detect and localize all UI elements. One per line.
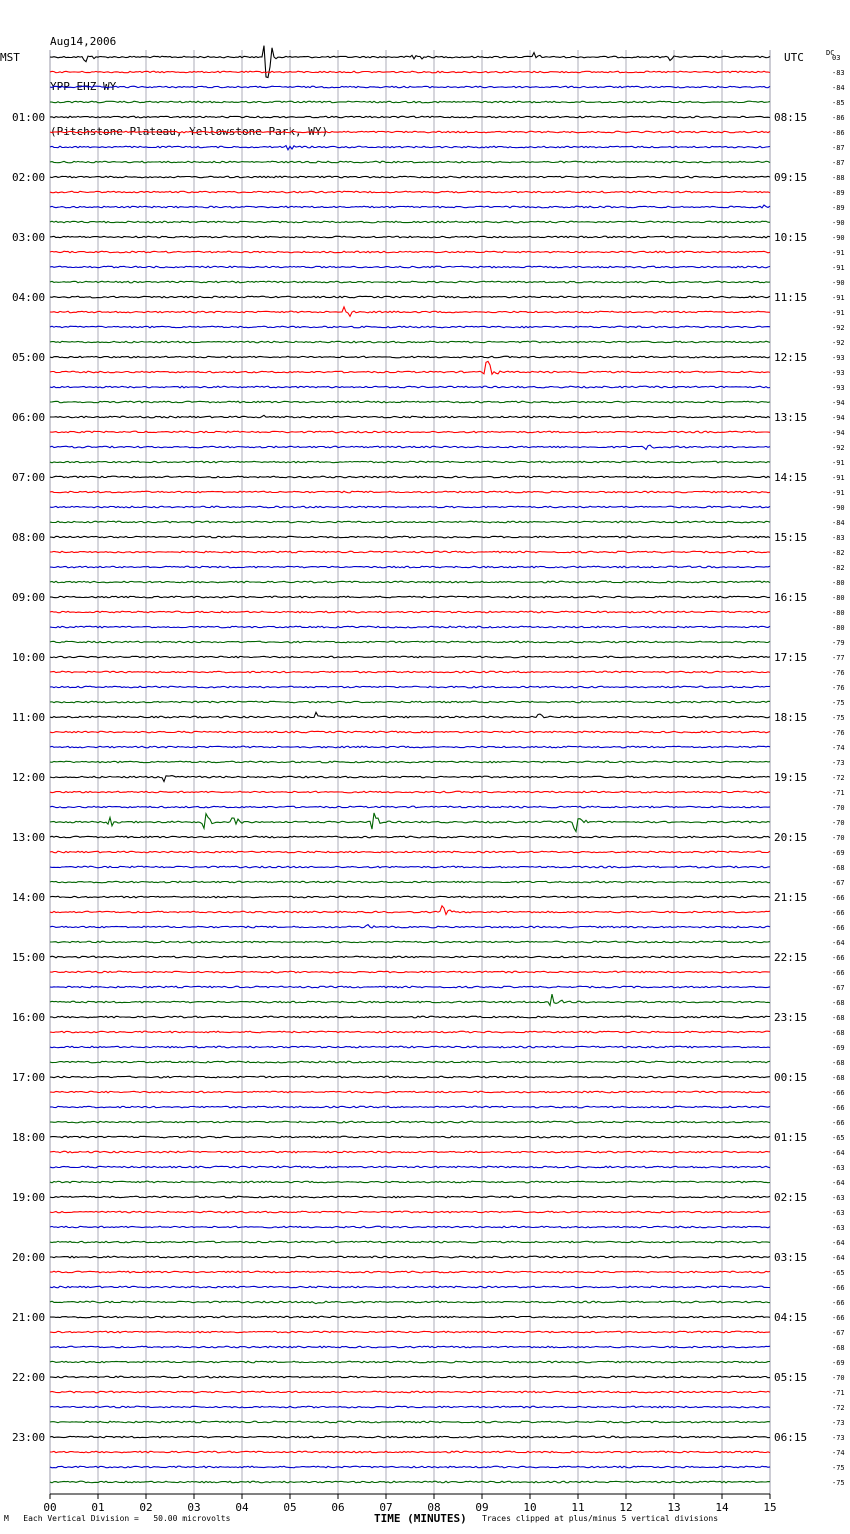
dc-offset-label: -90 [832,504,845,512]
dc-offset-label: -91 [832,489,845,497]
seismic-trace [50,806,770,808]
dc-offset-label: -66 [832,954,845,962]
x-tick-label: 01 [91,1501,105,1514]
scale-note [4,1514,230,1523]
dc-offset-label: -73 [832,759,845,767]
dc-offset-label: 03 [832,54,841,62]
dc-offset-label: -68 [832,1074,845,1082]
dc-offset-label: -87 [832,159,845,167]
dc-offset-label: -72 [832,774,845,782]
seismic-trace [50,1376,770,1378]
seismic-trace [50,101,770,103]
right-hour-label: 03:15 [774,1251,808,1264]
seismic-trace [50,641,770,643]
seismic-trace [50,1031,770,1033]
seismic-trace [50,671,770,673]
left-hour-label: 10:00 [12,651,46,664]
chart-date: Aug14,2006 [50,35,117,48]
dc-offset-label: -67 [832,1329,845,1337]
x-tick-label: 04 [235,1501,249,1514]
seismic-trace [50,521,770,523]
dc-offset-label: -75 [832,699,845,707]
dc-offset-label: -92 [832,324,845,332]
x-axis-title: TIME (MINUTES) [374,1512,467,1525]
x-tick-label: 09 [475,1501,489,1514]
right-hour-label: 22:15 [774,951,808,964]
x-tick-label: 02 [139,1501,153,1514]
seismic-trace [50,1091,770,1093]
dc-offset-label: -64 [832,1149,845,1157]
left-hour-label: 07:00 [12,471,46,484]
dc-offset-label: -86 [832,114,845,122]
dc-offset-label: -67 [832,984,845,992]
right-hour-label: 08:15 [774,111,808,124]
dc-offset-label: -86 [832,129,845,137]
seismic-trace [50,176,770,178]
dc-offset-label: -89 [832,189,845,197]
right-hour-label: 06:15 [774,1431,808,1444]
seismic-trace [50,431,770,433]
dc-offset-label: -84 [832,519,845,527]
dc-offset-label: -68 [832,1029,845,1037]
dc-offset-label: -79 [832,639,845,647]
seismic-trace [50,71,770,73]
seismic-trace [50,1301,770,1304]
dc-offset-label: -70 [832,819,845,827]
right-hour-label: 20:15 [774,831,808,844]
seismic-trace [50,1316,770,1318]
seismic-trace [50,1151,770,1153]
seismic-trace [50,611,770,613]
dc-offset-label: -71 [832,1389,845,1397]
right-hour-label: 15:15 [774,531,808,544]
seismic-trace [50,776,770,782]
right-hour-label: 13:15 [774,411,808,424]
seismic-trace [50,506,770,508]
seismic-trace [50,761,770,763]
dc-offset-label: -72 [832,1404,845,1412]
seismic-trace [50,116,770,118]
seismic-trace [50,941,770,943]
seismic-trace [50,1406,770,1408]
left-hour-label: 15:00 [12,951,46,964]
dc-offset-label: -66 [832,1299,845,1307]
left-hour-label: 17:00 [12,1071,46,1084]
seismic-trace [50,146,770,150]
right-timezone-label: UTC [784,51,804,64]
dc-offset-label: -70 [832,1374,845,1382]
dc-offset-label: -91 [832,294,845,302]
dc-offset-label: -73 [832,1434,845,1442]
right-hour-label: 17:15 [774,651,808,664]
seismic-trace [50,401,770,403]
seismic-trace [50,791,770,793]
dc-offset-label: -66 [832,894,845,902]
seismic-trace [50,281,770,283]
seismic-trace [50,1211,770,1213]
seismic-trace [50,1046,770,1048]
dc-offset-label: -64 [832,1239,845,1247]
right-hour-label: 09:15 [774,171,808,184]
dc-offset-label: -66 [832,909,845,917]
left-hour-label: 12:00 [12,771,46,784]
right-hour-label: 00:15 [774,1071,808,1084]
seismic-trace [50,1286,770,1288]
dc-offset-label: -94 [832,399,845,407]
seismic-trace [50,746,770,748]
left-timezone-label: MST [0,51,20,64]
seismic-trace [50,1451,770,1453]
seismic-trace [50,994,770,1005]
right-hour-label: 23:15 [774,1011,808,1024]
seismic-trace [50,1481,770,1483]
seismic-trace [50,445,770,449]
dc-offset-label: -74 [832,744,845,752]
x-tick-label: 00 [43,1501,57,1514]
seismic-trace [50,866,770,868]
left-hour-label: 05:00 [12,351,46,364]
left-hour-label: 01:00 [12,111,46,124]
left-hour-label: 04:00 [12,291,46,304]
dc-offset-label: -77 [832,654,845,662]
dc-offset-label: -74 [832,1449,845,1457]
seismic-trace [50,86,770,88]
dc-offset-label: -93 [832,384,845,392]
x-tick-label: 12 [619,1501,633,1514]
seismic-trace [50,626,770,628]
dc-offset-label: -80 [832,624,845,632]
dc-offset-label: -69 [832,1044,845,1052]
seismic-trace [50,1106,770,1108]
seismic-trace [50,1226,770,1228]
seismic-trace [50,307,770,316]
dc-offset-label: -69 [832,849,845,857]
dc-offset-label: -92 [832,339,845,347]
right-hour-label: 01:15 [774,1131,808,1144]
dc-offset-label: -66 [832,924,845,932]
dc-offset-label: -83 [832,534,845,542]
seismic-trace [50,1256,770,1258]
seismic-trace [50,386,770,388]
dc-offset-label: -80 [832,609,845,617]
dc-offset-label: -65 [832,1134,845,1142]
seismic-trace [50,1016,770,1018]
seismic-trace [50,1061,770,1063]
seismic-trace [50,551,770,553]
trace-group [50,46,770,1483]
x-tick-label: 15 [763,1501,777,1514]
seismic-trace [50,266,770,268]
dc-offset-label: -76 [832,729,845,737]
seismic-trace [50,161,770,163]
right-hour-label: 02:15 [774,1191,808,1204]
x-tick-label: 07 [379,1501,393,1514]
dc-offset-label: -80 [832,594,845,602]
station-code: YPP EHZ WY [50,80,117,93]
x-tick-label: 10 [523,1501,537,1514]
dc-offset-label: -68 [832,1344,845,1352]
dc-offset-label: -66 [832,969,845,977]
dc-offset-label: -93 [832,369,845,377]
dc-offset-label: -91 [832,474,845,482]
dc-offset-label: -68 [832,864,845,872]
seismic-trace [50,536,770,538]
dc-offset-label: -64 [832,1179,845,1187]
dc-offset-label: -63 [832,1209,845,1217]
dc-offset-label: -91 [832,264,845,272]
dc-offset-labels [832,54,845,1487]
seismic-trace [50,1361,770,1363]
dc-offset-label: -85 [832,99,845,107]
x-tick-label: 14 [715,1501,729,1514]
left-hour-labels [12,111,45,1444]
right-hour-label: 11:15 [774,291,808,304]
dc-offset-label: -70 [832,804,845,812]
seismic-trace [50,131,770,133]
dc-offset-label: -66 [832,1119,845,1127]
x-tick-label: 13 [667,1501,681,1514]
x-tick-label: 11 [571,1501,585,1514]
dc-offset-label: -70 [832,834,845,842]
left-hour-label: 14:00 [12,891,46,904]
seismic-trace [50,971,770,973]
dc-offset-label: -63 [832,1164,845,1172]
dc-offset-label: -94 [832,414,845,422]
station-location: (Pitchstone Plateau, Yellowstone Park, WY) [50,125,329,138]
dc-offset-label: -90 [832,279,845,287]
dc-offset-label: -75 [832,714,845,722]
x-tick-label: 05 [283,1501,297,1514]
seismic-trace [50,1421,770,1423]
seismic-trace [50,1121,770,1123]
seismic-trace [50,712,770,718]
dc-offset-label: -94 [832,429,845,437]
left-hour-label: 22:00 [12,1371,46,1384]
x-tick-label: 06 [331,1501,345,1514]
left-hour-label: 06:00 [12,411,46,424]
dc-offset-label: -63 [832,1194,845,1202]
dc-offset-label: -76 [832,684,845,692]
logo-mark: M [4,1514,9,1523]
seismic-trace [50,986,770,988]
dc-offset-label: -82 [832,549,845,557]
seismic-trace [50,1181,770,1183]
seismic-trace [50,836,770,838]
right-hour-labels [774,111,807,1444]
seismic-trace [50,906,770,915]
seismic-trace [50,956,770,958]
seismic-trace [50,251,770,253]
seismic-trace [50,813,770,832]
left-hour-label: 23:00 [12,1431,46,1444]
seismic-trace [50,361,770,374]
dc-offset-label: -91 [832,459,845,467]
left-hour-label: 18:00 [12,1131,46,1144]
dc-offset-label: -68 [832,999,845,1007]
seismic-trace [50,581,770,583]
dc-offset-label: -80 [832,579,845,587]
seismic-trace [50,1076,770,1078]
right-hour-label: 04:15 [774,1311,808,1324]
dc-offset-label: -83 [832,69,845,77]
dc-offset-label: -87 [832,144,845,152]
right-hour-label: 10:15 [774,231,808,244]
dc-offset-label: -90 [832,234,845,242]
left-hour-label: 11:00 [12,711,46,724]
seismic-trace [50,1331,770,1333]
seismic-trace [50,296,770,298]
dc-offset-label: -66 [832,1284,845,1292]
left-hour-label: 13:00 [12,831,46,844]
seismic-trace [50,701,770,703]
seismic-trace [50,1196,770,1198]
dc-offset-label: -91 [832,249,845,257]
left-hour-label: 03:00 [12,231,46,244]
dc-offset-label: -82 [832,564,845,572]
seismic-trace [50,731,770,733]
seismic-trace [50,1436,770,1438]
dc-offset-label: -91 [832,309,845,317]
seismic-trace [50,191,770,193]
seismic-trace [50,881,770,883]
seismic-trace [50,1166,770,1168]
right-hour-label: 21:15 [774,891,808,904]
right-hour-label: 18:15 [774,711,808,724]
dc-offset-label: -68 [832,1059,845,1067]
seismic-trace [50,1271,770,1273]
x-tick-label: 08 [427,1501,441,1514]
dc-offset-label: -63 [832,1224,845,1232]
seismic-trace [50,1466,770,1468]
dc-offset-label: -67 [832,879,845,887]
dc-offset-label: -68 [832,1014,845,1022]
x-tick-label: 03 [187,1501,201,1514]
seismic-trace [50,1241,770,1243]
left-hour-label: 09:00 [12,591,46,604]
dc-offset-label: -90 [832,219,845,227]
seismic-trace [50,1136,770,1138]
dc-offset-label: -92 [832,444,845,452]
seismic-trace [50,686,770,688]
seismic-trace [50,896,770,898]
right-hour-label: 05:15 [774,1371,808,1384]
seismic-trace [50,356,770,358]
dc-offset-header: DC [826,49,835,57]
dc-offset-label: -93 [832,354,845,362]
dc-offset-label: -69 [832,1359,845,1367]
seismic-trace [50,341,770,343]
seismic-trace [50,476,770,478]
seismic-trace [50,221,770,223]
seismic-trace [50,596,770,598]
dc-offset-label: -66 [832,1089,845,1097]
right-hour-label: 19:15 [774,771,808,784]
left-hour-label: 08:00 [12,531,46,544]
dc-offset-label: -76 [832,669,845,677]
right-hour-label: 12:15 [774,351,808,364]
dc-offset-label: -75 [832,1479,845,1487]
scale-note-text: Each Vertical Division = 50.00 microvolts [23,1514,231,1523]
dc-offset-label: -66 [832,1314,845,1322]
dc-offset-label: -66 [832,1104,845,1112]
seismic-trace [50,656,770,658]
left-hour-label: 20:00 [12,1251,46,1264]
seismic-trace [50,566,770,568]
right-hour-label: 14:15 [774,471,808,484]
dc-offset-label: -84 [832,84,845,92]
left-hour-label: 16:00 [12,1011,46,1024]
dc-offset-label: -88 [832,174,845,182]
dc-offset-label: -64 [832,939,845,947]
seismic-trace [50,491,770,493]
seismic-trace [50,925,770,928]
seismic-trace [50,851,770,853]
clip-note: Traces clipped at plus/minus 5 vertical divisions [482,1514,719,1523]
seismic-trace [50,1391,770,1393]
left-hour-label: 21:00 [12,1311,46,1324]
left-hour-label: 02:00 [12,171,46,184]
dc-offset-label: -64 [832,1254,845,1262]
dc-offset-label: -75 [832,1464,845,1472]
left-hour-label: 19:00 [12,1191,46,1204]
seismic-trace [50,415,770,418]
right-hour-label: 16:15 [774,591,808,604]
dc-offset-label: -65 [832,1269,845,1277]
seismic-trace [50,1346,770,1348]
seismic-trace [50,326,770,328]
dc-offset-label: -71 [832,789,845,797]
x-axis-ticks [43,1494,776,1514]
seismic-trace [50,205,770,208]
dc-offset-label: -73 [832,1419,845,1427]
seismic-trace [50,236,770,238]
dc-offset-label: -89 [832,204,845,212]
seismic-trace [50,461,770,463]
